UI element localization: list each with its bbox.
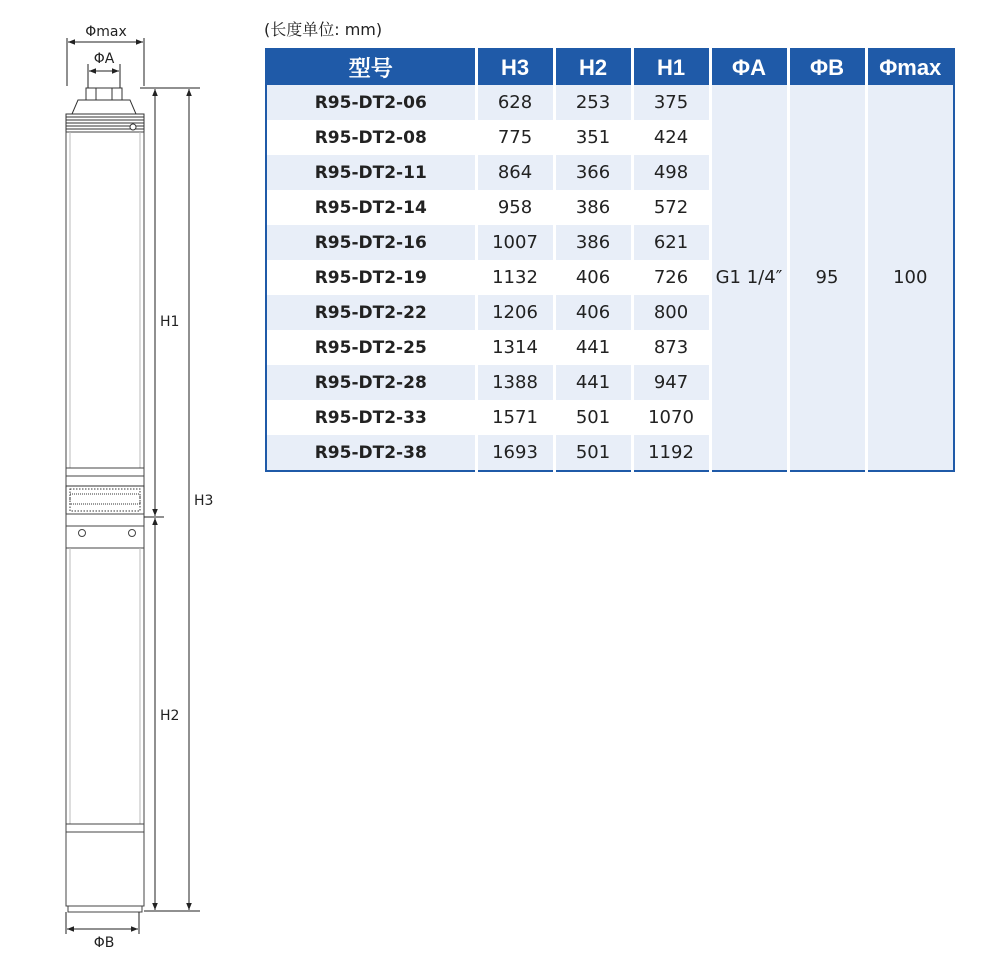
model-cell: R95-DT2-14 xyxy=(266,190,476,225)
model-cell: R95-DT2-28 xyxy=(266,365,476,400)
header-h1: H1 xyxy=(632,49,710,85)
h1-cell: 621 xyxy=(632,225,710,260)
h2-cell: 351 xyxy=(554,120,632,155)
h2-cell: 406 xyxy=(554,295,632,330)
inlet-strainer xyxy=(66,486,144,514)
motor-body xyxy=(66,514,144,912)
h3-cell: 1693 xyxy=(476,435,554,471)
h1-label: H1 xyxy=(160,314,180,330)
h3-label: H3 xyxy=(194,493,214,509)
model-cell: R95-DT2-16 xyxy=(266,225,476,260)
h1-cell: 1192 xyxy=(632,435,710,471)
h2-cell: 441 xyxy=(554,330,632,365)
table-row xyxy=(266,85,954,120)
header-phi-max: Φmax xyxy=(866,49,954,85)
h1-dimension xyxy=(140,88,200,517)
phi-a-label: ΦA xyxy=(93,51,115,67)
h3-cell: 628 xyxy=(476,85,554,120)
header-model: 型号 xyxy=(266,49,476,85)
pump-outlet xyxy=(72,88,136,114)
model-cell: R95-DT2-06 xyxy=(266,85,476,120)
phi-a-dimension xyxy=(88,51,120,90)
model-cell: R95-DT2-08 xyxy=(266,120,476,155)
h3-cell: 1388 xyxy=(476,365,554,400)
h2-cell: 386 xyxy=(554,225,632,260)
h3-cell: 775 xyxy=(476,120,554,155)
h2-cell: 501 xyxy=(554,400,632,435)
h1-cell: 424 xyxy=(632,120,710,155)
model-cell: R95-DT2-33 xyxy=(266,400,476,435)
h2-cell: 501 xyxy=(554,435,632,471)
spec-table xyxy=(265,48,955,472)
h3-dimension xyxy=(189,89,213,910)
h1-cell: 947 xyxy=(632,365,710,400)
header-h2: H2 xyxy=(554,49,632,85)
model-cell: R95-DT2-19 xyxy=(266,260,476,295)
model-cell: R95-DT2-25 xyxy=(266,330,476,365)
h2-label: H2 xyxy=(160,708,180,724)
h2-cell: 441 xyxy=(554,365,632,400)
h2-cell: 366 xyxy=(554,155,632,190)
h3-cell: 1314 xyxy=(476,330,554,365)
phi-b-label: ΦB xyxy=(93,935,115,951)
model-cell: R95-DT2-38 xyxy=(266,435,476,471)
header-phi-b: ΦB xyxy=(788,49,866,85)
h1-cell: 800 xyxy=(632,295,710,330)
table-header-row xyxy=(266,49,954,85)
h3-cell: 1206 xyxy=(476,295,554,330)
phi-a-cell: G1 1/4″ xyxy=(710,85,788,471)
unit-note: (长度单位: mm) xyxy=(264,20,383,39)
h3-cell: 1571 xyxy=(476,400,554,435)
h3-cell: 958 xyxy=(476,190,554,225)
pump-body xyxy=(66,132,144,486)
phi-b-dimension xyxy=(66,912,139,951)
h2-cell: 386 xyxy=(554,190,632,225)
model-cell: R95-DT2-22 xyxy=(266,295,476,330)
phi-max-label: Φmax xyxy=(85,24,127,40)
h1-cell: 572 xyxy=(632,190,710,225)
h1-cell: 726 xyxy=(632,260,710,295)
h2-dimension xyxy=(144,518,200,911)
table-body xyxy=(266,85,954,471)
phi-b-cell: 95 xyxy=(788,85,866,471)
phi-max-cell: 100 xyxy=(866,85,954,471)
header-phi-a: ΦA xyxy=(710,49,788,85)
h1-cell: 498 xyxy=(632,155,710,190)
pump-head-thread xyxy=(66,114,144,132)
header-h3: H3 xyxy=(476,49,554,85)
pump-dimension-drawing xyxy=(0,0,260,976)
h1-cell: 1070 xyxy=(632,400,710,435)
model-cell: R95-DT2-11 xyxy=(266,155,476,190)
h3-cell: 864 xyxy=(476,155,554,190)
h2-cell: 253 xyxy=(554,85,632,120)
h3-cell: 1007 xyxy=(476,225,554,260)
h3-cell: 1132 xyxy=(476,260,554,295)
h1-cell: 375 xyxy=(632,85,710,120)
h1-cell: 873 xyxy=(632,330,710,365)
h2-cell: 406 xyxy=(554,260,632,295)
